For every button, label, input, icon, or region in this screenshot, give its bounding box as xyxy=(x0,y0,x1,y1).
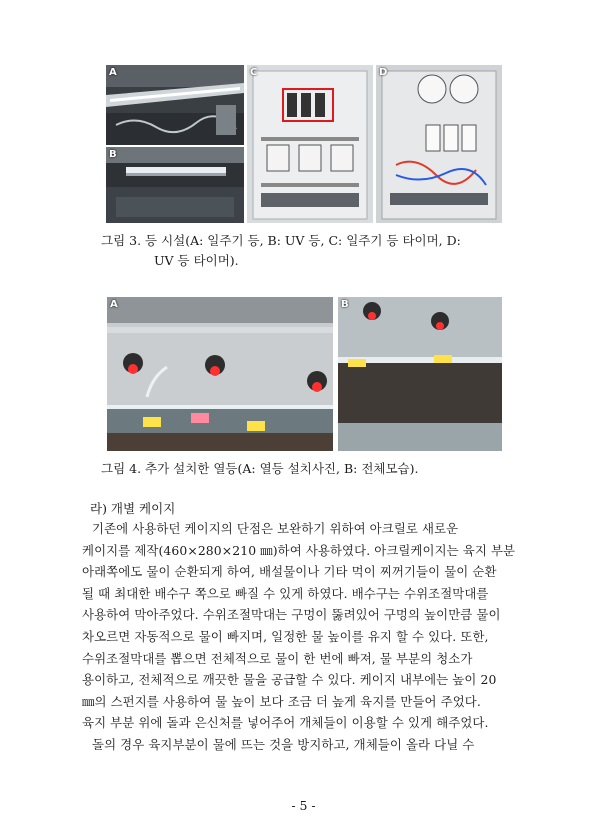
photo-3b-uv-lamp xyxy=(106,147,244,223)
page-number: - 5 - xyxy=(291,798,316,813)
figure4-caption: 그림 4. 추가 설치한 열등(A: 열등 설치사진, B: 전체모습). xyxy=(101,461,419,476)
panel-label-4a: A xyxy=(110,299,118,310)
panel-label-d: D xyxy=(379,67,388,78)
paragraph-line: 돌의 경우 육지부분이 물에 뜨는 것을 방지하고, 개체들이 올라 다닐 수 xyxy=(92,736,475,752)
paragraph-line: 용이하고, 전체적으로 깨끗한 물을 공급할 수 있다. 케이지 내부에는 높이 20 xyxy=(82,672,497,688)
photo-3d-uv-timer xyxy=(376,65,502,223)
section-paragraph xyxy=(82,518,528,756)
panel-label-a: A xyxy=(109,67,117,78)
paragraph-line: 케이지를 제작(460×280×210 ㎜)하여 사용하였다. 아크릴케이지는 육지 부분 xyxy=(82,542,516,558)
photo-4b-overview xyxy=(338,297,502,451)
figure3-caption-line2: UV 등 타이머). xyxy=(154,253,239,268)
photo-4a-heat-lamp xyxy=(107,297,333,451)
paragraph-line: 될 때 최대한 배수구 쪽으로 빠질 수 있게 하였다. 배수구는 수위조절막대를 xyxy=(82,585,489,601)
paragraph-line: 수위조절막대를 뽑으면 전체적으로 물이 한 번에 빠져, 물 부분의 청소가 xyxy=(82,650,473,666)
paragraph-line: 차오르면 자동적으로 물이 빠지며, 일정한 물 높이를 유지 할 수 있다. 또한, xyxy=(82,628,489,644)
panel-label-b: B xyxy=(109,149,117,160)
paragraph-line: 사용하여 막아주었다. 수위조절막대는 구멍이 뚫려있어 구멍의 높이만큼 물이 xyxy=(82,607,501,623)
figure3-caption-line1: 그림 3. 등 시설(A: 일주기 등, B: UV 등, C: 일주기 등 타이머, D: xyxy=(101,233,461,248)
photo-3c-daylight-timer xyxy=(247,65,373,223)
paragraph-line: 아래쪽에도 물이 순환되게 하여, 배설물이나 기타 먹이 찌꺼기들이 물이 순환 xyxy=(82,564,497,580)
panel-label-4b: B xyxy=(341,299,349,310)
paragraph-line: 기존에 사용하던 케이지의 단점은 보완하기 위하여 아크릴로 새로운 xyxy=(92,521,459,536)
paragraph-line: 육지 부분 위에 돌과 은신처를 넣어주어 개체들이 이용할 수 있게 해주었다. xyxy=(82,715,489,731)
panel-label-c: C xyxy=(250,67,258,78)
photo-3a-daylight-lamp xyxy=(106,65,244,145)
section-heading: 라) 개별 케이지 xyxy=(90,501,176,516)
paragraph-line: ㎜의 스펀지를 사용하여 물 높이 보다 조금 더 높게 육지를 만들어 주었다. xyxy=(82,693,481,709)
